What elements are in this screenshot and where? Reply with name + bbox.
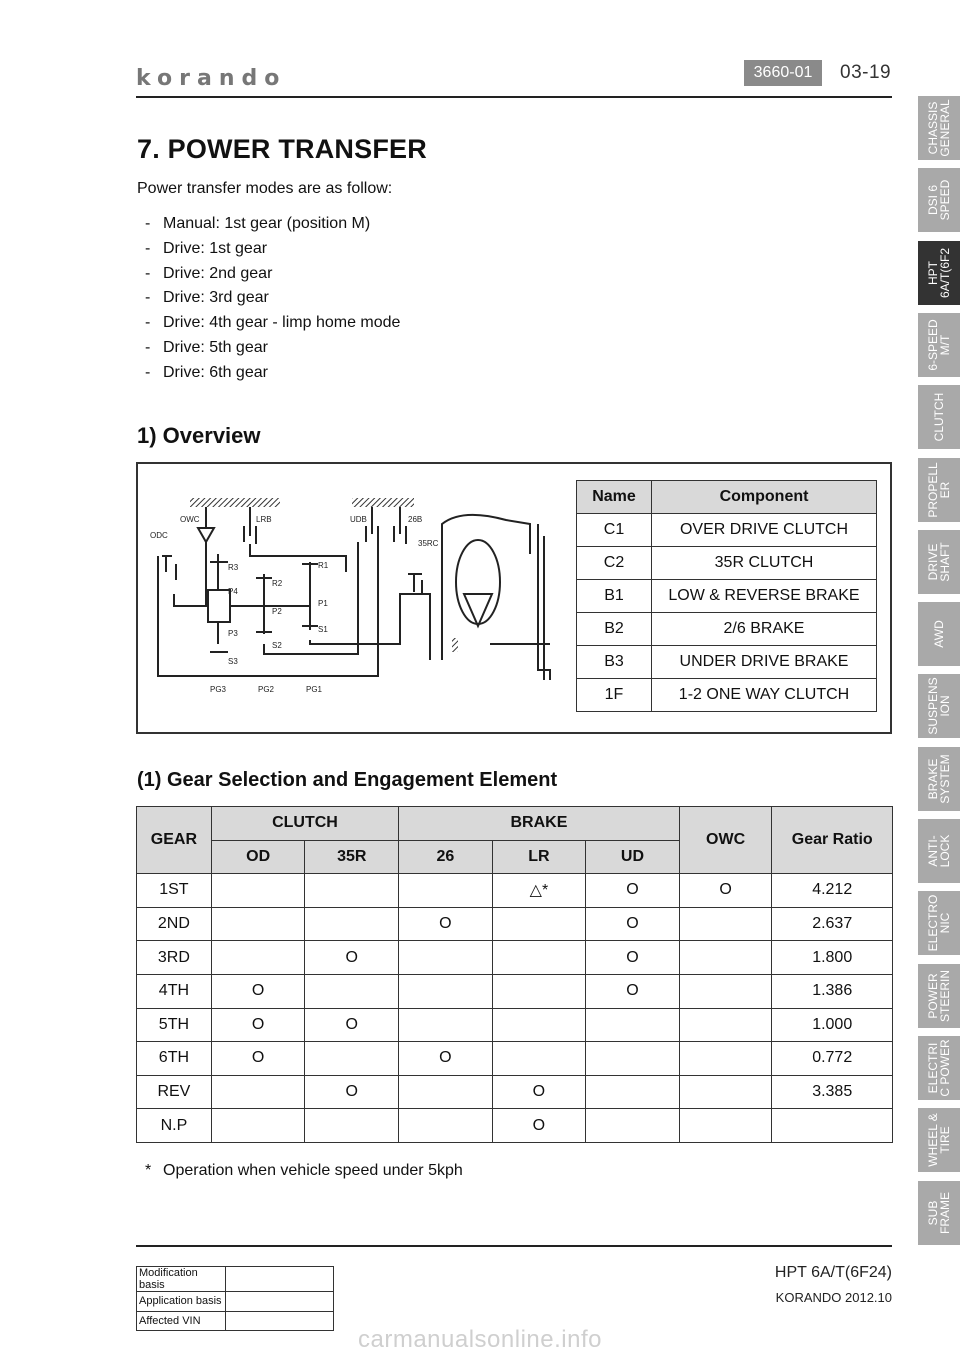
label-pg2: PG2 [258, 685, 275, 694]
footnote: * Operation when vehicle speed under 5kph [145, 1162, 463, 1179]
table-row: N.P O [137, 1109, 893, 1143]
side-tab[interactable] [918, 1108, 960, 1172]
label-s2: S2 [272, 641, 282, 650]
housing-right [352, 498, 414, 507]
col-26: 26 [399, 840, 493, 874]
col-ratio: Gear Ratio [772, 807, 893, 874]
side-tab[interactable] [918, 530, 960, 594]
housing-left [190, 498, 280, 507]
col-gear: GEAR [137, 807, 212, 874]
label-r3: R3 [228, 563, 239, 572]
side-tab-label: AWD [932, 620, 946, 648]
side-tab-label: DRIVE SHAFT [926, 542, 952, 582]
side-tab-label: ELECTRI C POWER [926, 1039, 952, 1097]
powertrain-schematic [146, 494, 566, 696]
table-row: 6TH O O 0.772 [137, 1042, 893, 1076]
side-tab-label: HPT 6A/T(6F2 [926, 247, 952, 298]
gear-heading: (1) Gear Selection and Engagement Element [137, 769, 558, 791]
side-tab[interactable] [918, 747, 960, 811]
label-owc: OWC [180, 515, 200, 524]
side-tab[interactable] [918, 96, 960, 160]
watermark: carmanualsonline.info [358, 1326, 602, 1353]
label-p4: P4 [228, 587, 238, 596]
table-row: Modification basis [137, 1267, 334, 1292]
list-item: - Drive: 6th gear [145, 363, 268, 381]
side-tab-label: BRAKE SYSTEM [926, 754, 952, 804]
col-35r: 35R [305, 840, 399, 874]
side-tab-label: ELECTRO NIC [926, 894, 952, 952]
table-header: Component [652, 481, 877, 514]
component-table [576, 480, 877, 712]
list-item: - Drive: 3rd gear [145, 289, 269, 307]
table-row: 1F 1-2 ONE WAY CLUTCH [577, 679, 877, 712]
side-tab-label: SUB FRAME [926, 1191, 952, 1234]
side-tab-label: CHASSIS GENERAL [926, 99, 952, 157]
page-number: 03-19 [840, 62, 892, 83]
label-p1: P1 [318, 599, 328, 608]
label-r1: R1 [318, 561, 329, 570]
label-26b: 26B [408, 515, 423, 524]
side-tab[interactable] [918, 602, 960, 666]
side-tab[interactable] [918, 241, 960, 305]
col-clutch: CLUTCH [211, 807, 398, 841]
table-header: Name [577, 481, 652, 514]
side-tab[interactable] [918, 1181, 960, 1245]
label-pg3: PG3 [210, 685, 227, 694]
side-tab[interactable] [918, 891, 960, 955]
side-tab[interactable] [918, 964, 960, 1028]
label-p2: P2 [272, 607, 282, 616]
table-row: B2 2/6 BRAKE [577, 613, 877, 646]
table-row: 1ST △* O O 4.212 [137, 874, 893, 908]
table-row: 2ND O O 2.637 [137, 907, 893, 941]
korando-logo [136, 64, 316, 92]
table-row: B1 LOW & REVERSE BRAKE [577, 580, 877, 613]
doc-code-badge: 3660-01 [744, 60, 822, 86]
overview-heading: 1) Overview [137, 423, 261, 448]
label-r2: R2 [272, 579, 283, 588]
label-s3: S3 [228, 657, 238, 666]
modification-table [136, 1266, 334, 1331]
list-item: - Drive: 1st gear [145, 239, 268, 257]
side-tab-label: PROPELL ER [926, 461, 952, 518]
intro-text: Power transfer modes are as follow: [137, 180, 393, 197]
side-tab[interactable] [918, 458, 960, 522]
col-od: OD [211, 840, 305, 874]
table-row: REV O O 3.385 [137, 1075, 893, 1109]
label-p3: P3 [228, 629, 238, 638]
table-row: 5TH O O 1.000 [137, 1008, 893, 1042]
list-item: - Drive: 4th gear - limp home mode [145, 314, 401, 332]
col-owc: OWC [679, 807, 772, 874]
list-item: - Drive: 5th gear [145, 338, 268, 356]
label-35rc: 35RC [418, 539, 439, 548]
side-tab[interactable] [918, 1036, 960, 1100]
table-row: C2 35R CLUTCH [577, 547, 877, 580]
label-odc: ODC [150, 531, 168, 540]
col-ud: UD [586, 840, 680, 874]
side-tab[interactable] [918, 819, 960, 883]
label-udb: UDB [350, 515, 367, 524]
gear-engagement-table [136, 806, 893, 1143]
footer-rule [136, 1245, 892, 1247]
side-tab-label: 6-SPEED M/T [926, 319, 952, 371]
side-tab[interactable] [918, 674, 960, 738]
mode-list [145, 212, 400, 386]
label-lrb: LRB [256, 515, 272, 524]
side-tab[interactable] [918, 168, 960, 232]
table-row: 3RD O O 1.800 [137, 941, 893, 975]
model-label: HPT 6A/T(6F24) [774, 1264, 892, 1281]
label-pg1: PG1 [306, 685, 323, 694]
col-brake: BRAKE [399, 807, 680, 841]
side-tab[interactable] [918, 385, 960, 449]
list-item: - Manual: 1st gear (position M) [145, 215, 371, 232]
page-title: 7. POWER TRANSFER [137, 134, 427, 164]
side-tab-label: WHEEL & TIRE [926, 1113, 952, 1167]
side-tab-label: POWER STEERIN [926, 969, 952, 1022]
side-tab-label: CLUTCH [932, 392, 946, 442]
table-row: Affected VIN [137, 1311, 334, 1331]
side-tab-label: ANTI- LOCK [926, 834, 952, 868]
header-rule [136, 96, 892, 98]
table-row: Application basis [137, 1292, 334, 1312]
list-item: - Drive: 2nd gear [145, 264, 273, 282]
label-s1: S1 [318, 625, 328, 634]
logo-text: korando [136, 66, 287, 91]
table-row: 4TH O O 1.386 [137, 974, 893, 1008]
table-row: C1 OVER DRIVE CLUTCH [577, 514, 877, 547]
side-tab[interactable] [918, 313, 960, 377]
table-row: B3 UNDER DRIVE BRAKE [577, 646, 877, 679]
edition-label: KORANDO 2012.10 [775, 1290, 892, 1305]
side-tab-label: DSI 6 SPEED [926, 179, 952, 221]
col-lr: LR [492, 840, 586, 874]
side-tab-label: SUSPENS ION [926, 677, 952, 736]
